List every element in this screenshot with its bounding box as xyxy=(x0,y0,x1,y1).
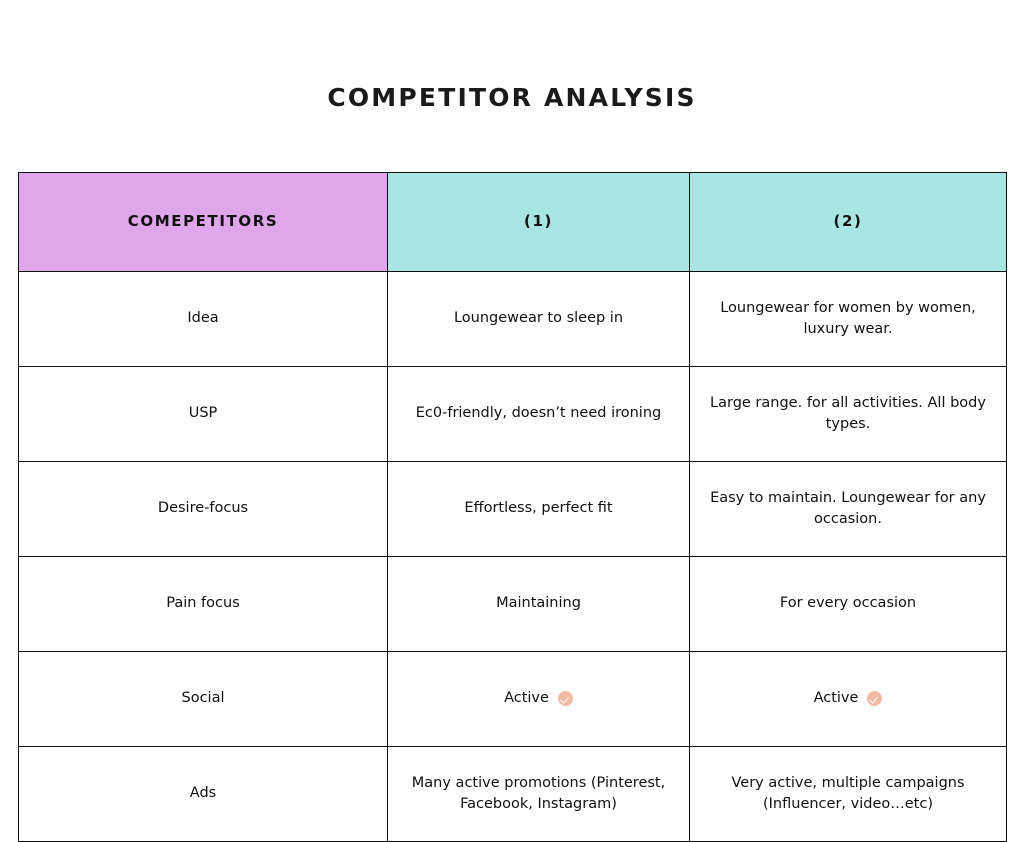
row-cell-competitor-2: Very active, multiple campaigns (Influencer, video…etc) xyxy=(690,747,1007,842)
table-row xyxy=(19,272,1007,367)
row-label: Idea xyxy=(19,272,388,367)
competitor-analysis-table xyxy=(18,172,1007,842)
row-label: USP xyxy=(19,367,388,462)
row-cell-competitor-2 xyxy=(690,652,1007,747)
table-header-row xyxy=(19,173,1007,272)
social-status-competitor-1 xyxy=(504,688,573,709)
row-cell-competitor-1: Loungewear to sleep in xyxy=(388,272,690,367)
competitor-analysis-table-wrapper xyxy=(18,172,1006,842)
row-cell-competitor-2: Large range. for all activities. All body types. xyxy=(690,367,1007,462)
column-header-competitor-1: (1) xyxy=(388,173,690,272)
social-status-competitor-2 xyxy=(814,688,883,709)
row-cell-competitor-1: Many active promotions (Pinterest, Facebook, Instagram) xyxy=(388,747,690,842)
column-header-competitor-2: (2) xyxy=(690,173,1007,272)
table-row xyxy=(19,557,1007,652)
social-status-label: Active xyxy=(504,690,549,707)
check-circle-icon xyxy=(558,691,573,706)
row-cell-competitor-1: Maintaining xyxy=(388,557,690,652)
row-cell-competitor-2: For every occasion xyxy=(690,557,1007,652)
row-cell-competitor-2: Easy to maintain. Loungewear for any occasion. xyxy=(690,462,1007,557)
table-row xyxy=(19,462,1007,557)
row-label: Desire-focus xyxy=(19,462,388,557)
row-label: Social xyxy=(19,652,388,747)
row-cell-competitor-1: Ec0-friendly, doesn’t need ironing xyxy=(388,367,690,462)
table-row xyxy=(19,747,1007,842)
page-title: COMPETITOR ANALYSIS xyxy=(327,83,697,112)
column-header-competitors: COMEPETITORS xyxy=(19,173,388,272)
social-status-label: Active xyxy=(813,690,859,707)
row-label: Ads xyxy=(19,747,388,842)
row-label: Pain focus xyxy=(19,557,388,652)
check-circle-icon xyxy=(867,691,882,706)
table-row xyxy=(19,652,1007,747)
table-row xyxy=(19,367,1007,462)
row-cell-competitor-1 xyxy=(388,652,690,747)
row-cell-competitor-1: Effortless, perfect fit xyxy=(388,462,690,557)
row-cell-competitor-2: Loungewear for women by women, luxury wear. xyxy=(690,272,1007,367)
